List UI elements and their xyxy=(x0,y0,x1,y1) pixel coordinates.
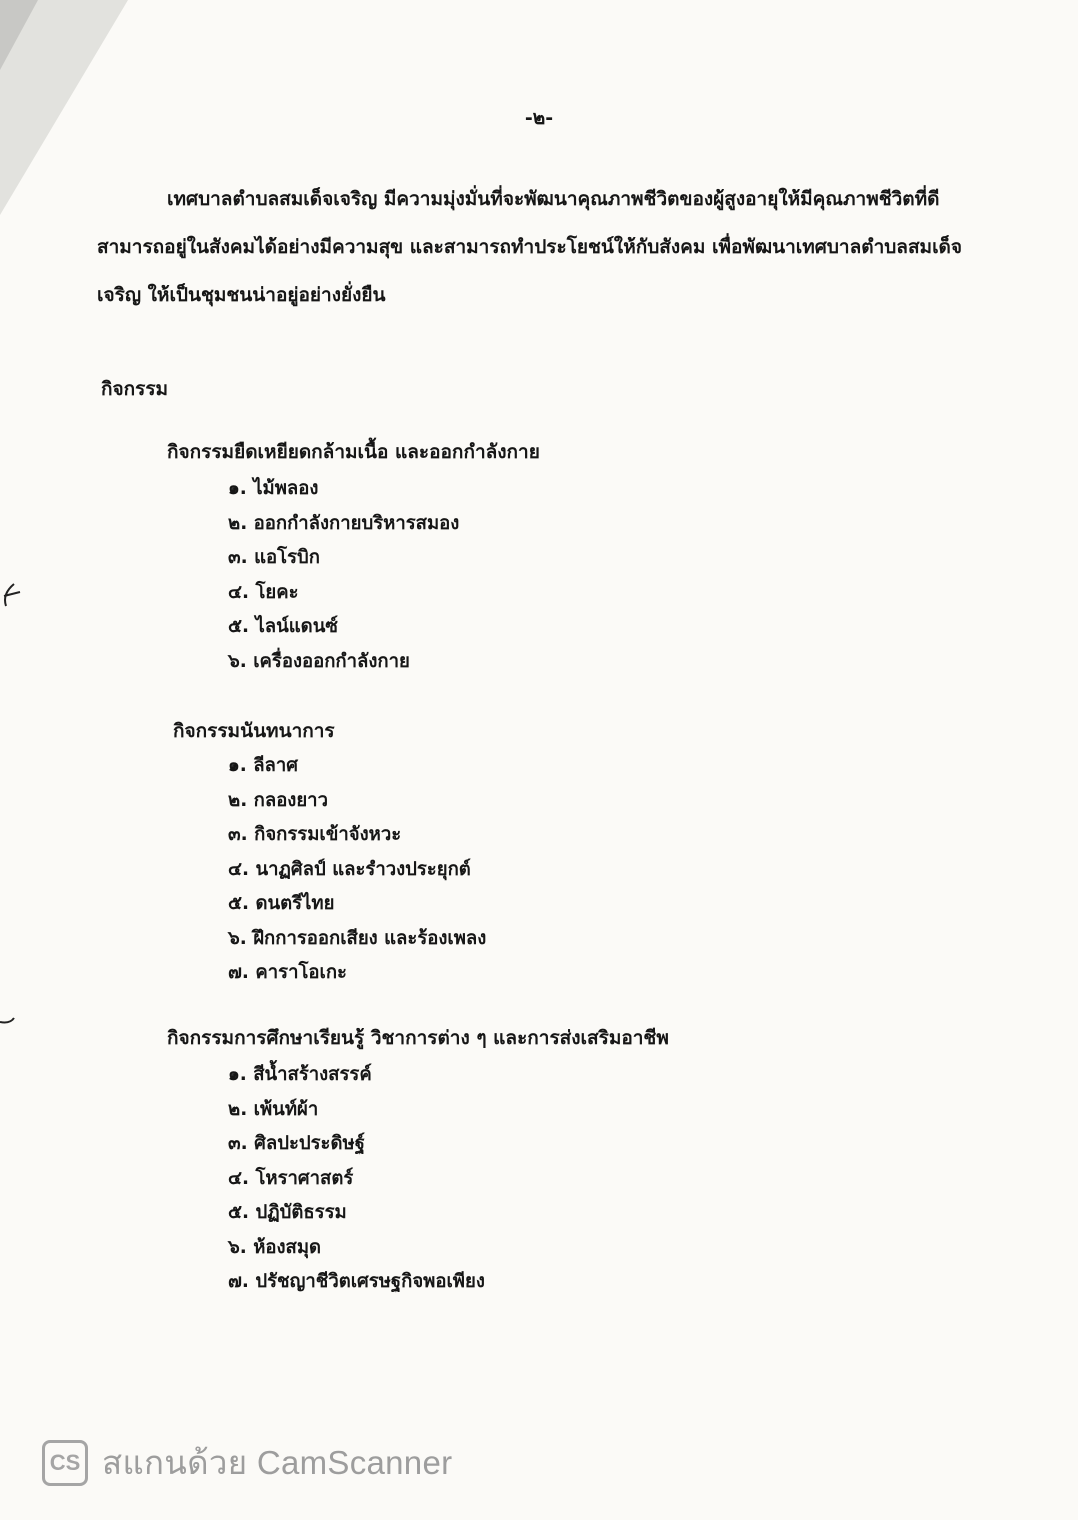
list-item: ๑. ไม้พลอง xyxy=(228,478,319,499)
intro-line: เจริญ ให้เป็นชุมชนน่าอยู่อย่างยั่งยืน xyxy=(97,284,386,306)
list-item: ๒. ออกกำลังกายบริหารสมอง xyxy=(228,512,460,534)
list-item: ๔. โหราศาสตร์ xyxy=(228,1167,354,1189)
list-item: ๑. ลีลาศ xyxy=(228,755,299,776)
intro-line: เทศบาลตำบลสมเด็จเจริญ มีความมุ่งมั่นที่จะพัฒนาคุณภาพชีวิตของผู้สูงอายุให้มีคุณภาพชีวิตที่ดี xyxy=(167,188,940,210)
list-item: ๔. นาฏศิลป์ และรำวงประยุกต์ xyxy=(228,858,471,880)
list-item: ๖. ฝึกการออกเสียง และร้องเพลง xyxy=(228,927,487,949)
list-item: ๖. เครื่องออกกำลังกาย xyxy=(228,650,410,672)
list-item: ๔. โยคะ xyxy=(228,581,299,603)
camscanner-logo-icon: CS xyxy=(42,1440,88,1486)
list-item: ๗. ปรัชญาชีวิตเศรษฐกิจพอเพียง xyxy=(228,1271,485,1292)
intro-paragraph xyxy=(97,182,987,326)
page-number: -๒- xyxy=(524,107,554,129)
exercise-activity-list xyxy=(228,474,459,681)
list-item: ๑. สีน้ำสร้างสรรค์ xyxy=(228,1064,372,1085)
list-item: ๕. ดนตรีไทย xyxy=(228,893,335,914)
recreation-activity-list xyxy=(228,751,486,993)
list-item: ๓. แอโรบิก xyxy=(228,547,320,568)
intro-line: สามารถอยู่ในสังคมได้อย่างมีความสุข และสามารถทำประโยชน์ให้กับสังคม เพื่อพัฒนาเทศบาลตำบลสมเด็จ xyxy=(97,236,963,258)
list-item: ๕. ไลน์แดนซ์ xyxy=(228,616,338,637)
section-title-learning: กิจกรรมการศึกษาเรียนรู้ วิชาการต่าง ๆ และการส่งเสริมอาชีพ xyxy=(167,1027,669,1049)
section-title-recreation: กิจกรรมนันทนาการ xyxy=(173,720,335,742)
list-item: ๓. ศิลปะประดิษฐ์ xyxy=(228,1133,365,1154)
section-title-exercise: กิจกรรมยืดเหยียดกล้ามเนื้อ และออกกำลังกาย xyxy=(167,441,540,463)
list-item: ๗. คาราโอเกะ xyxy=(228,962,347,983)
list-item: ๓. กิจกรรมเข้าจังหวะ xyxy=(228,824,402,845)
list-item: ๒. กลองยาว xyxy=(228,789,328,811)
list-item: ๖. ห้องสมุด xyxy=(228,1236,322,1258)
learning-activity-list xyxy=(228,1060,485,1302)
watermark-text: สแกนด้วย CamScanner xyxy=(102,1444,453,1481)
list-item: ๕. ปฏิบัติธรรม xyxy=(228,1202,347,1223)
activities-heading: กิจกรรม xyxy=(101,378,169,400)
camscanner-watermark xyxy=(42,1436,452,1489)
list-item: ๒. เพ้นท์ผ้า xyxy=(228,1098,319,1120)
